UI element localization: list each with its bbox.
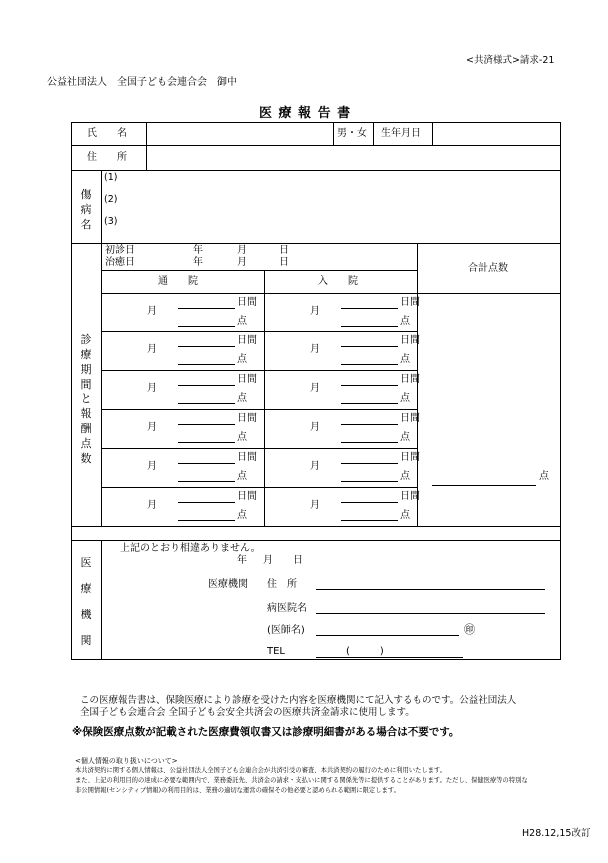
institution-address-label: 住 所: [267, 579, 297, 590]
inpatient-header: 入 院: [318, 276, 358, 287]
sex-label[interactable]: 男・女: [337, 128, 367, 139]
hospital-name-label: 病医院名: [267, 603, 307, 614]
inpatient-points-field-3[interactable]: [341, 403, 398, 404]
outpatient-days-label-2: 日間: [237, 335, 257, 346]
first-visit-day[interactable]: 日: [279, 245, 289, 256]
outpatient-points-field-1[interactable]: [178, 326, 235, 327]
inpatient-days-label-1: 日間: [400, 297, 420, 308]
outpatient-days-field-5[interactable]: [178, 463, 235, 464]
institution-address-field[interactable]: [316, 589, 545, 590]
institution-label: 医 療 機 関: [80, 556, 92, 647]
diagnosis-item-1[interactable]: (1): [104, 172, 118, 183]
outpatient-points-field-2[interactable]: [178, 364, 235, 365]
tel-field[interactable]: [316, 657, 463, 658]
inpatient-points-label-5: 点: [400, 471, 410, 482]
sign-date-day[interactable]: 日: [293, 555, 303, 566]
privacy-line-2: また、上記の利用目的の達成に必要な範囲内で、業務委託先、共済金の請求・支払いに関する関係先等に提供することがあります。ただし、保健医療等の特別な: [75, 777, 528, 784]
diagnosis-label: 傷 病 名: [80, 188, 92, 231]
inpatient-days-field-4[interactable]: [341, 424, 398, 425]
inpatient-month-input-5[interactable]: 月: [310, 461, 320, 472]
inpatient-points-field-4[interactable]: [341, 442, 398, 443]
inpatient-points-label-3: 点: [400, 393, 410, 404]
inpatient-days-label-5: 日間: [400, 452, 420, 463]
page-title: 医 療 報 告 書: [259, 106, 352, 121]
inpatient-month-input-1[interactable]: 月: [310, 306, 320, 317]
privacy-line-1: 本共済契約に関する個人情報は、公益社団法人全国子ども会連合会が共済引受の審査、本共済契約の履行のために利用いたします。: [75, 767, 447, 774]
notes-emphasis: ※保険医療点数が記載された医療費領収書又は診療明細書がある場合は不要です。: [72, 726, 460, 738]
treatment-label: 診 療 期 間 と 報 酬 点 数: [80, 333, 92, 465]
address-field[interactable]: [148, 148, 558, 168]
inpatient-points-label-2: 点: [400, 354, 410, 365]
dob-field[interactable]: [434, 124, 559, 144]
outpatient-points-label-1: 点: [237, 316, 247, 327]
hospital-name-field[interactable]: [316, 613, 545, 614]
notes-line-1: この医療報告書は、保険医療により診療を受けた内容を医療機関にて記入するものです。公益社団法人: [80, 695, 517, 706]
outpatient-points-label-3: 点: [237, 393, 247, 404]
outpatient-days-label-5: 日間: [237, 452, 257, 463]
diagnosis-item-3[interactable]: (3): [104, 216, 118, 227]
inpatient-points-field-1[interactable]: [341, 326, 398, 327]
inpatient-days-label-4: 日間: [400, 413, 420, 424]
inpatient-month-input-4[interactable]: 月: [310, 422, 320, 433]
inpatient-points-label-6: 点: [400, 510, 410, 521]
outpatient-days-field-3[interactable]: [178, 385, 235, 386]
revision-date: H28.12,15改訂: [522, 828, 591, 839]
outpatient-points-field-6[interactable]: [178, 520, 235, 521]
outpatient-days-label-6: 日間: [237, 491, 257, 502]
inpatient-points-label-1: 点: [400, 316, 410, 327]
inpatient-days-field-1[interactable]: [341, 308, 398, 309]
inpatient-days-field-6[interactable]: [341, 502, 398, 503]
outpatient-days-label-4: 日間: [237, 413, 257, 424]
tel-label: TEL: [267, 646, 285, 657]
outpatient-points-label-2: 点: [237, 354, 247, 365]
outpatient-month-input-4[interactable]: 月: [147, 422, 157, 433]
inpatient-days-field-3[interactable]: [341, 385, 398, 386]
outpatient-points-field-3[interactable]: [178, 403, 235, 404]
inpatient-points-field-6[interactable]: [341, 520, 398, 521]
total-points-field[interactable]: [432, 485, 536, 486]
dob-label: 生年月日: [381, 128, 421, 139]
name-label: 氏 名: [87, 128, 127, 139]
name-field[interactable]: [148, 124, 331, 144]
outpatient-month-input-1[interactable]: 月: [147, 306, 157, 317]
privacy-line-3: 非公開情報(センシティブ情報)の利用目的は、業務の適切な運営の確保その他必要と認められる範囲に限定します。: [75, 787, 400, 794]
inpatient-points-label-4: 点: [400, 432, 410, 443]
inpatient-month-input-3[interactable]: 月: [310, 383, 320, 394]
tel-area-code[interactable]: ( ): [346, 646, 384, 657]
outpatient-header: 通 院: [158, 276, 198, 287]
inpatient-days-field-5[interactable]: [341, 463, 398, 464]
outpatient-month-input-6[interactable]: 月: [147, 500, 157, 511]
address-label: 住 所: [87, 152, 127, 163]
first-visit-month[interactable]: 月: [237, 245, 247, 256]
institution-name-label: 医療機関: [208, 579, 248, 590]
inpatient-month-input-2[interactable]: 月: [310, 344, 320, 355]
inpatient-month-input-6[interactable]: 月: [310, 500, 320, 511]
cure-date-label: 治癒日: [105, 257, 135, 268]
inpatient-days-label-3: 日間: [400, 374, 420, 385]
outpatient-days-label-1: 日間: [237, 297, 257, 308]
outpatient-days-field-6[interactable]: [178, 502, 235, 503]
total-header: 合計点数: [468, 263, 508, 274]
inpatient-points-field-2[interactable]: [341, 364, 398, 365]
inpatient-days-label-2: 日間: [400, 335, 420, 346]
cure-date-month[interactable]: 月: [237, 257, 247, 268]
inpatient-points-field-5[interactable]: [341, 481, 398, 482]
seal-mark: ㊞: [464, 623, 475, 636]
outpatient-points-field-5[interactable]: [178, 481, 235, 482]
cure-date-day[interactable]: 日: [279, 257, 289, 268]
sign-date-month[interactable]: 月: [263, 555, 273, 566]
statement: 上記のとおり相違ありません。: [120, 543, 261, 554]
outpatient-points-label-4: 点: [237, 432, 247, 443]
diagnosis-item-2[interactable]: (2): [104, 194, 118, 205]
outpatient-points-label-5: 点: [237, 471, 247, 482]
inpatient-days-label-6: 日間: [400, 491, 420, 502]
outpatient-month-input-2[interactable]: 月: [147, 344, 157, 355]
doctor-name-field[interactable]: [316, 635, 459, 636]
first-visit-label: 初診日: [105, 245, 135, 256]
first-visit-year[interactable]: 年: [193, 245, 203, 256]
inpatient-days-field-2[interactable]: [341, 346, 398, 347]
outpatient-days-field-1[interactable]: [178, 308, 235, 309]
sign-date-year[interactable]: 年: [237, 555, 247, 566]
outpatient-month-input-3[interactable]: 月: [147, 383, 157, 394]
privacy-title: <個人情報の取り扱いについて>: [75, 757, 178, 765]
doctor-name-label: (医師名): [267, 625, 305, 636]
notes-line-2: 全国子ども会連合会 全国子ども会安全共済会の医療共済金請求に使用します。: [80, 707, 415, 718]
outpatient-days-label-3: 日間: [237, 374, 257, 385]
form-code: <共済様式>請求-21: [466, 55, 555, 66]
outpatient-month-input-5[interactable]: 月: [147, 461, 157, 472]
outpatient-days-field-2[interactable]: [178, 346, 235, 347]
outpatient-points-field-4[interactable]: [178, 442, 235, 443]
cure-date-year[interactable]: 年: [193, 257, 203, 268]
total-points-unit: 点: [539, 471, 549, 482]
outpatient-days-field-4[interactable]: [178, 424, 235, 425]
addressee: 公益社団法人 全国子ども会連合会 御中: [47, 77, 237, 88]
outpatient-points-label-6: 点: [237, 510, 247, 521]
